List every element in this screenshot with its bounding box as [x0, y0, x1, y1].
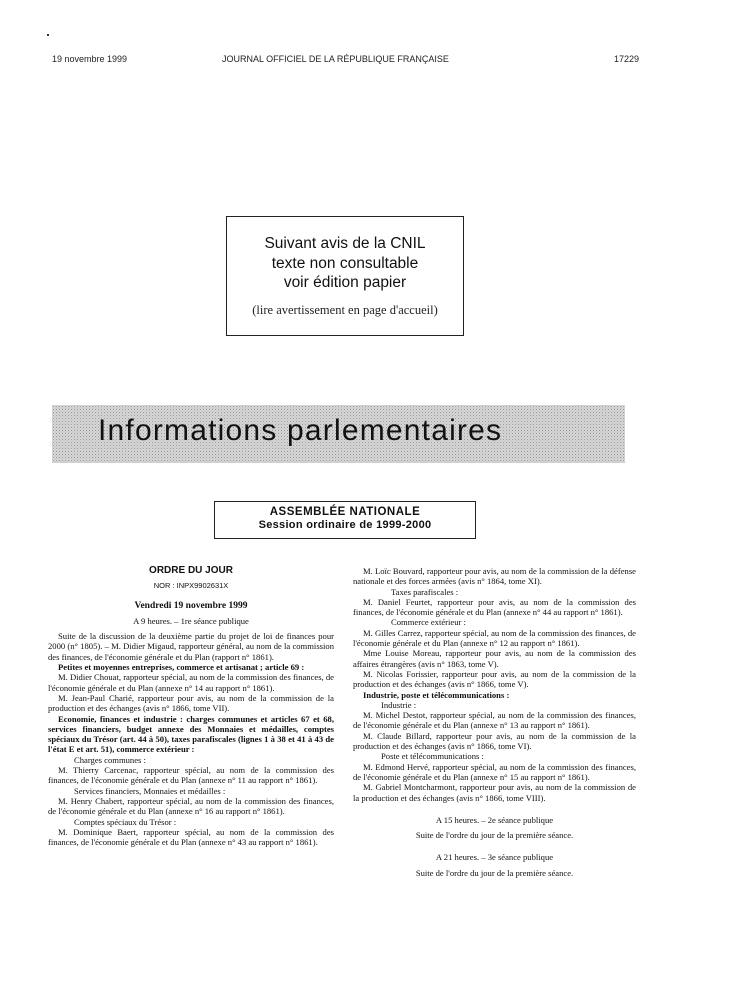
agenda-paragraph: M. Nicolas Forissier, rapporteur pour avis, au nom de la commission de la production et des échanges (avis n° 1866, tome V).	[353, 668, 636, 690]
cnil-notice-box	[226, 216, 464, 336]
agenda-subsection: Services financiers, Monnaies et médailles :	[74, 785, 226, 796]
section-banner-title: Informations parlementaires	[98, 414, 503, 447]
cnil-notice-line: Suivant avis de la CNIL	[264, 235, 426, 252]
agenda-paragraph: M. Claude Billard, rapporteur pour avis, au nom de la commission de la production et des échanges (avis n° 1866, tome VI).	[353, 730, 636, 752]
session-heading: A 9 heures. – 1re séance publique	[133, 615, 249, 626]
cnil-notice-line: voir édition papier	[283, 274, 407, 291]
agenda-paragraph: M. Jean-Paul Charié, rapporteur pour avis, au nom de la commission de la production et des échanges (avis n° 1866, tome VII).	[48, 692, 334, 714]
header-journal-title: JOURNAL OFFICIEL DE LA RÉPUBLIQUE FRANÇAISE	[222, 54, 449, 64]
agenda-paragraph: M. Daniel Feurtet, rapporteur pour avis, au nom de la commission des finances, de l'économie générale et du Plan (annexe n° 44 au rapport n° 1861).	[353, 596, 636, 618]
agenda-paragraph: M. Henry Chabert, rapporteur spécial, au nom de la commission des finances, de l'économie générale et du Plan (annexe n° 16 au rapport n° 1861).	[48, 795, 334, 817]
session-text: Suite de l'ordre du jour de la première séance.	[415, 867, 574, 878]
assembly-name: ASSEMBLÉE NATIONALE	[269, 506, 421, 518]
agenda-section-title: Economie, finances et industrie : charges communes et articles 67 et 68, services financiers, budget annexe des Monnaies et médailles, comptes spéciaux du Trésor (art. 44 à 50), taxes parafiscales (lignes 1 à 38 et 41 à 43 de l'état E et art. 51), commerce extérieur :	[48, 713, 334, 755]
agenda-subsection: Industrie :	[381, 699, 417, 710]
agenda-subsection: Comptes spéciaux du Trésor :	[74, 816, 177, 827]
agenda-paragraph: Mme Louise Moreau, rapporteur pour avis, au nom de la commission des affaires étrangères (avis n° 1863, tome V).	[353, 648, 636, 669]
agenda-paragraph: M. Michel Destot, rapporteur spécial, au nom de la commission des finances, de l'économie générale et du Plan (annexe n° 13 au rapport n° 1861).	[353, 710, 636, 731]
agenda-paragraph: M. Didier Chouat, rapporteur spécial, au nom de la commission des finances, de l'économie générale et du Plan (annexe n° 14 au rapport n° 1861).	[48, 672, 334, 693]
cnil-notice-line: texte non consultable	[271, 254, 419, 272]
agenda-paragraph: M. Thierry Carcenac, rapporteur spécial, au nom de la commission des finances, de l'économie générale et du Plan (annexe n° 11 au rapport n° 1861).	[48, 765, 334, 786]
agenda-date: Vendredi 19 novembre 1999	[134, 600, 248, 611]
agenda-section-title: Industrie, poste et télécommunications :	[363, 689, 510, 700]
agenda-paragraph: Suite de la discussion de la deuxième partie du projet de loi de finances pour 2000 (n° 1805). – M. Didier Migaud, rapporteur général, au nom de la commission des finances, de l'économie générale et du Plan (rapport n° 1861).	[48, 631, 334, 662]
session-text: Suite de l'ordre du jour de la première séance.	[415, 830, 574, 841]
left-column	[48, 566, 334, 847]
agenda-paragraph: M. Gabriel Montcharmont, rapporteur pour avis, au nom de la commission de la production et des échanges (avis n° 1866, tome VIII).	[353, 782, 636, 803]
header-date: 19 novembre 1999	[52, 54, 128, 64]
cnil-notice-note: (lire avertissement en page d'accueil)	[252, 302, 438, 317]
session-heading: A 21 heures. – 3e séance publique	[435, 852, 554, 863]
agenda-heading: ORDRE DU JOUR	[149, 565, 233, 576]
agenda-subsection: Taxes parafiscales :	[391, 586, 459, 597]
nor-reference: NOR : INPX9902631X	[153, 581, 229, 591]
agenda-paragraph: M. Loïc Bouvard, rapporteur pour avis, au nom de la commission de la défense nationale et des forces armées (avis n° 1864, tome XI).	[353, 566, 636, 587]
agenda-subsection: Charges communes :	[74, 754, 146, 765]
scan-speck	[47, 34, 49, 36]
agenda-paragraph: M. Gilles Carrez, rapporteur spécial, au nom de la commission des finances, de l'économie générale et du Plan (annexe n° 12 au rapport n° 1861).	[353, 627, 636, 649]
agenda-section-title: Petites et moyennes entreprises, commerce et artisanat ; article 69 :	[58, 662, 305, 673]
assembly-box	[214, 501, 476, 539]
agenda-subsection: Poste et télécommunications :	[381, 751, 484, 762]
agenda-paragraph: M. Edmond Hervé, rapporteur spécial, au nom de la commission des finances, de l'économie générale et du Plan (annexe n° 15 au rapport n° 1861).	[353, 761, 636, 782]
right-column	[353, 566, 636, 878]
agenda-subsection: Commerce extérieur :	[391, 617, 466, 628]
assembly-session: Session ordinaire de 1999-2000	[258, 519, 432, 531]
session-heading: A 15 heures. – 2e séance publique	[435, 814, 554, 825]
header-page-number: 17229	[614, 54, 640, 64]
agenda-paragraph: M. Dominique Baert, rapporteur spécial, au nom de la commission des finances, de l'économie générale et du Plan (annexe n° 43 au rapport n° 1861).	[48, 826, 334, 848]
